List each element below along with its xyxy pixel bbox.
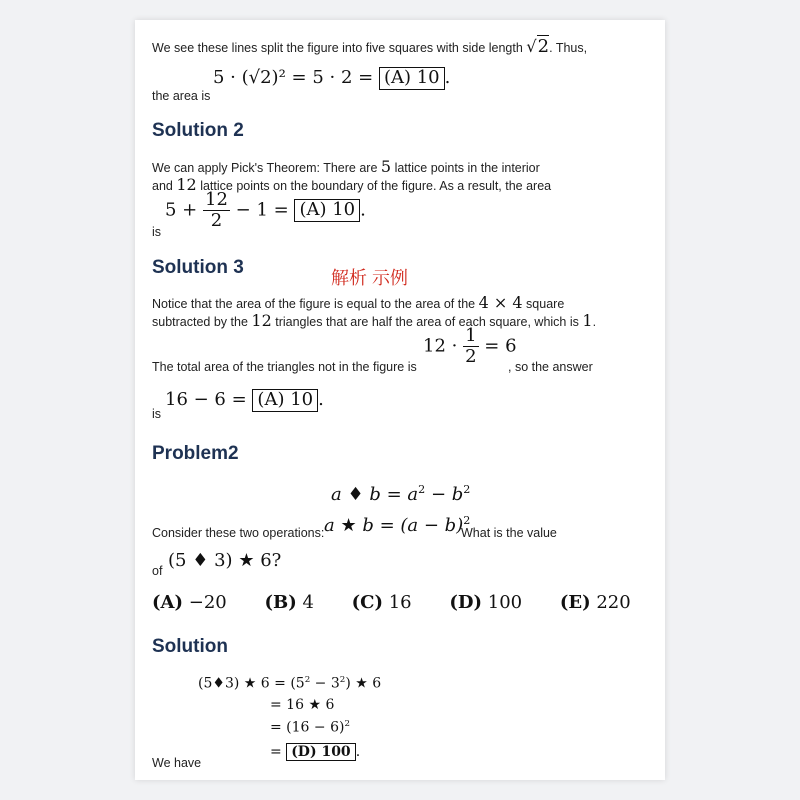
sol3-frac-den: 2 <box>465 345 477 367</box>
sol3-answer-box <box>252 389 318 412</box>
prob2-op2-a: a <box>324 515 335 536</box>
prob2-op2-b: b = (a − b) <box>362 515 464 536</box>
choice-c <box>352 592 412 613</box>
sol3-line1a: Notice that the area of the figure is equal to the area of the <box>152 297 476 311</box>
prob2-expr-c: 6? <box>260 550 282 571</box>
sol3-n12: 12 <box>251 311 272 330</box>
sol4-line4 <box>270 743 360 761</box>
sol3-fraction <box>463 326 478 367</box>
watermark-label: 解析 示例 <box>331 268 409 288</box>
prob2-op1-a: a <box>331 484 342 505</box>
s1-equation <box>213 67 450 90</box>
prob2-what: What is the value <box>461 526 557 540</box>
sol3-dims: 4 × 4 <box>478 293 523 312</box>
solution2-heading: Solution 2 <box>152 120 244 141</box>
sol3-line2 <box>152 311 596 330</box>
diamond-icon: ♦ <box>347 484 364 505</box>
sol4-answer: (D) 100 <box>291 744 351 760</box>
choice-d-value: 100 <box>487 592 523 613</box>
sol3-period: . <box>318 389 324 410</box>
s1-answer-box <box>379 67 445 90</box>
sol4-l2-a: = 16 <box>270 697 304 713</box>
choice-e <box>560 592 631 613</box>
s1-line1-text: We see these lines split the figure into five squares with side length <box>152 41 523 55</box>
sol4-line3 <box>270 719 350 736</box>
prob2-op1-c: − b <box>425 484 464 505</box>
prob2-op1 <box>331 483 470 505</box>
sol4-period: . <box>355 744 361 760</box>
choice-a-value: −20 <box>188 592 227 613</box>
prob2-of: of <box>152 564 163 578</box>
sol4-l1-a: (5 <box>198 675 213 692</box>
sol4-l1-exp1: 2 <box>304 675 311 685</box>
sol2-is: is <box>152 225 162 239</box>
sol4-l1-b: 3) <box>224 675 240 692</box>
star-icon: ★ <box>355 675 368 692</box>
sol3-equation <box>423 326 517 367</box>
sol2-answer-box <box>294 199 360 222</box>
sol3-line3a: The total area of the triangles not in the figure is <box>152 360 417 374</box>
sol2-line1b: lattice points in the interior <box>394 161 540 175</box>
sol2-line2b: lattice points on the boundary of the figure. As a result, the area <box>200 179 552 193</box>
choice-a-label: (A) <box>152 592 183 613</box>
sol4-l4-eq: = <box>270 744 282 760</box>
choice-b-label: (B) <box>264 592 297 613</box>
solution-heading: Solution <box>152 636 228 657</box>
star-icon: ★ <box>243 675 257 692</box>
sol3-line2a: subtracted by the <box>152 315 248 329</box>
sol3-n1: 1 <box>582 311 593 330</box>
s1-line1-end: . Thus, <box>549 41 588 55</box>
sol2-equation <box>165 190 366 231</box>
sol4-l2-b: 6 <box>325 697 335 713</box>
sol2-fraction <box>203 190 230 231</box>
sol3-eq-a: 12 · <box>423 335 458 357</box>
prob2-op2-exp: 2 <box>463 514 471 527</box>
sol3-answer: (A) 10 <box>257 389 314 410</box>
s1-line1 <box>152 36 587 57</box>
choice-c-value: 16 <box>388 592 412 613</box>
sol2-n5: 5 <box>380 157 392 176</box>
prob2-op1-exp1: 2 <box>418 483 426 496</box>
s1-period: . <box>444 67 451 88</box>
document-page <box>135 20 665 780</box>
choice-b-value: 4 <box>302 592 314 613</box>
sol3-is: is <box>152 407 162 421</box>
sol3-eq2: 16 − 6 = <box>165 389 247 410</box>
sol2-frac-den: 2 <box>210 209 223 231</box>
sol4-line1 <box>198 675 381 692</box>
sol4-l3: = (16 − 6) <box>270 719 345 736</box>
sol3-line1 <box>152 293 564 312</box>
solution3-heading: Solution 3 <box>152 257 244 278</box>
sol2-period: . <box>360 199 366 221</box>
prob2-expression <box>168 550 281 571</box>
prob2-expr-a: (5 <box>168 550 187 571</box>
diamond-icon: ♦ <box>192 550 209 571</box>
problem2-heading: Problem2 <box>152 443 239 464</box>
sol3-period1: . <box>592 315 597 329</box>
star-icon: ★ <box>238 550 255 571</box>
s1-area-label: the area is <box>152 89 211 103</box>
choice-b <box>264 592 313 613</box>
answer-choices <box>152 592 631 613</box>
sol4-l3-exp: 2 <box>344 719 350 729</box>
star-icon: ★ <box>308 697 322 713</box>
choice-c-label: (C) <box>351 592 383 613</box>
sol3-line3b: , so the answer <box>508 360 593 374</box>
sol3-line1b: square <box>526 297 565 311</box>
prob2-op1-b: b = a <box>369 484 419 505</box>
sol2-eq-b: − 1 = <box>235 199 289 221</box>
s1-answer: (A) 10 <box>383 67 440 88</box>
sol2-frac-num: 12 <box>205 189 228 210</box>
sol3-eq-b: = 6 <box>484 335 517 357</box>
prob2-intro: Consider these two operations: <box>152 526 325 540</box>
choice-e-label: (E) <box>559 592 591 613</box>
sol2-answer: (A) 10 <box>299 199 356 221</box>
sol2-n12: 12 <box>176 175 197 194</box>
sol2-line2a: and <box>152 179 173 193</box>
sol3-line2b: triangles that are half the area of each square, which is <box>275 315 579 329</box>
star-icon: ★ <box>340 515 357 536</box>
sol2-eq-a: 5 + <box>165 199 198 221</box>
choice-a <box>152 592 227 613</box>
sol4-l1-f: 6 <box>372 675 382 692</box>
sol4-l1-c: 6 = (5 <box>260 675 305 692</box>
sol4-answer-box <box>286 743 356 761</box>
choice-d <box>449 592 522 613</box>
sol4-l1-exp2: 2 <box>339 675 346 685</box>
sol4-l1-e: ) <box>345 675 351 692</box>
choice-d-label: (D) <box>449 592 483 613</box>
prob2-op2 <box>324 514 470 536</box>
sol4-l1-d: − 3 <box>310 675 340 692</box>
sol4-we-have: We have <box>152 756 202 770</box>
sol2-line1 <box>152 157 540 176</box>
diamond-icon: ♦ <box>212 675 225 692</box>
sol4-line2 <box>270 697 334 713</box>
sol2-line1a: We can apply Pick's Theorem: There are <box>152 161 378 175</box>
sol3-frac-num: 1 <box>465 325 477 346</box>
s1-sqrt-value: 2 <box>537 36 550 57</box>
prob2-op1-exp2: 2 <box>463 483 471 496</box>
sol3-equation2 <box>165 389 324 412</box>
prob2-expr-b: 3) <box>214 550 233 571</box>
s1-eq-text: 5 · (√2)² = 5 · 2 = <box>213 67 374 88</box>
choice-e-value: 220 <box>596 592 631 613</box>
s1-sqrt-symbol: √ <box>526 37 537 56</box>
